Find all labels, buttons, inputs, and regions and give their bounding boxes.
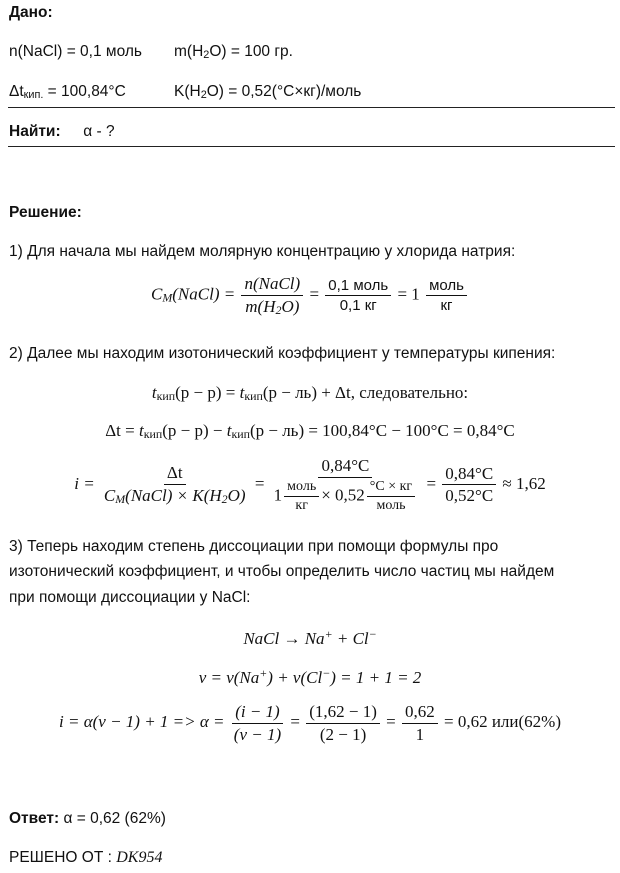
equation-particle-count: v = v(Na+) + v(Cl−) = 1 + 1 = 2 (198, 666, 422, 687)
equation-isotonic-coefficient: i = $\frac{\Delta t}{C_M(NaCl) \times K(H_2O)}$ = 0,84°C 1 $\frac{\text{моль}}{кг}$ × 0,52 $\frac{^\circ C \times кг}{\text{моль}}$ = $\frac{0,84^\circ C}{0,52^\circ C}$ ≈ 1,62 (74, 456, 546, 513)
step3-line1: 3) Теперь находим степень диссоциации при помощи формулы про (9, 538, 499, 555)
equation-molar-concentration: $C_M(NaCl)$ = $\frac{\text{n(NaCl)}}{m(H_2O)}$ = $\frac{\text{0,1 моль}}{0,1 кг}$ = 1 $\frac{\text{моль}}{кг}$ (0, 274, 620, 317)
equation-delta-t: $\Delta t = t_{кип}(р - р) - t_{кип}(р - ль) = 100,84^\circ C - 100^\circ C = 0,84^\circ C$ (105, 421, 515, 441)
step1-text: 1) Для начала мы найдем молярную концентрацию у хлорида натрия: (9, 243, 516, 260)
step3-line2: изотонический коэффициент, и чтобы определить число частиц мы найдем (9, 563, 555, 580)
given-delta-t: $\Delta t_{кип.} = 100,84^\circ C$ (9, 83, 126, 101)
given-heading: Дано: (9, 4, 53, 21)
equation-alpha: i = α(v − 1) + 1 => α = $\frac{(i - 1)}{(v - 1)}$ = $\frac{(1,62 - 1)}{(2 - 1)}$ = $\frac{0,62}{1}$ = 0,62 или(62%) (59, 702, 561, 744)
given-m-h2o: $m(H_2O) = 100$ гр. (174, 43, 293, 61)
equation-dissociation: NaCl → Na+ + Cl− (243, 627, 377, 648)
find-divider (8, 146, 615, 147)
step2-text: 2) Далее мы находим изотонический коэффициент у температуры кипения: (9, 345, 556, 362)
find-row: Найти: α - ? (9, 123, 115, 140)
answer-row: Ответ: α = 0,62 (62%) (9, 810, 166, 827)
step3-line3: при помощи диссоциации у NaCl: (9, 589, 251, 606)
given-k-h2o: $K(H_2O)$ = 0,52(°C×кг)/моль (174, 83, 362, 101)
equation-boiling-relation: $t_{кип}(р - р) = t_{кип}(р - ль) + \Delta t$, следовательно: (151, 383, 469, 403)
given-divider (8, 107, 615, 108)
footer-credit: РЕШЕНО ОТ : DK954 (9, 849, 163, 866)
solution-heading: Решение: (9, 204, 82, 221)
given-n-nacl: n(NaCl) = 0,1 моль (9, 43, 142, 60)
